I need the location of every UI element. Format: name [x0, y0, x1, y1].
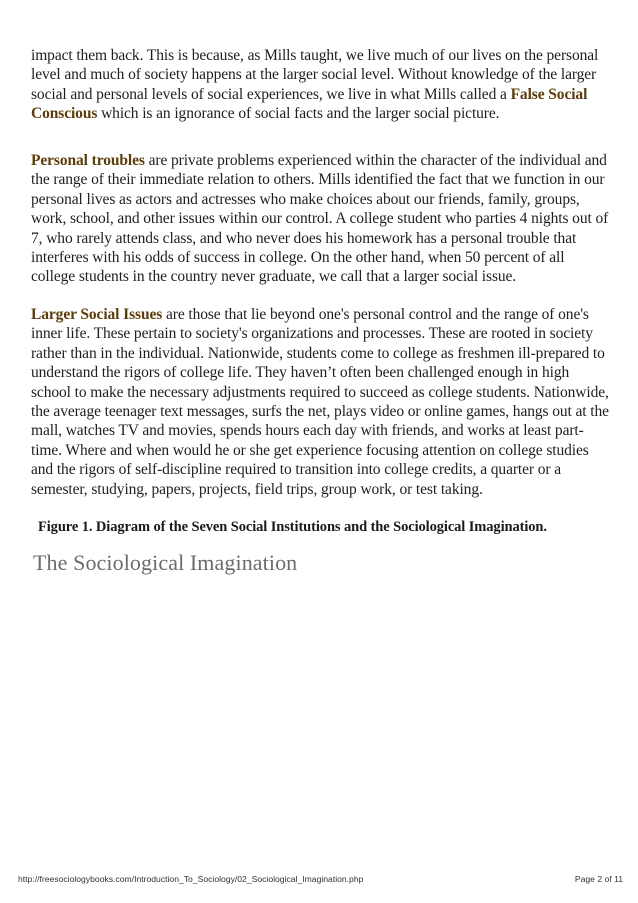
paragraph-false-social-conscious — [31, 46, 611, 124]
figure-caption: Figure 1. Diagram of the Seven Social Institutions and the Sociological Imagination. — [38, 519, 547, 535]
term-larger-social-issues: Larger Social Issues — [31, 306, 163, 323]
term-false-social-conscious: False Social Conscious — [31, 85, 588, 123]
paragraph-personal-troubles — [31, 151, 611, 287]
paragraph-larger-social-issues — [31, 305, 611, 499]
term-personal-troubles: Personal troubles — [31, 152, 145, 169]
footer-url: http://freesociologybooks.com/Introduction_To_Sociology/02_Sociological_Imagination.php — [18, 874, 364, 884]
paragraph-text: are those that lie beyond one's personal control and the range of one's inner life. These pertain to society's organizations and processes. These are rooted in society rather than in the individual. Nationwide, students come to college as freshmen ill-prepared to understand the rigors of college life. They haven’t often been challenged enough in high school to make the necessary adjustments required to succeed as college students. Nationwide, the average teenager text messages, surfs the net, plays video or online games, hangs out at the mall, watches TV and movies, spends hours each day with friends, and works at least part-time. Where and when would he or she get experience focusing attention on college studies and the rigors of self-discipline required to transition into college credits, a quarter or a semester, studying, papers, projects, field trips, group work, or test taking. — [31, 306, 609, 498]
page-number: Page 2 of 11 — [574, 874, 623, 884]
section-heading: The Sociological Imagination — [33, 550, 298, 575]
paragraph-text: which is an ignorance of social facts and the larger social picture. — [97, 105, 500, 123]
paragraph-text: are private problems experienced within the character of the individual and the range of their immediate relation to others. Mills identified the fact that we function in our personal lives as actors and actresses who make choices about our friends, family, groups, work, school, and other issues within our control. A college student who parties 4 nights out of 7, who rarely attends class, and who never does his homework has a personal trouble that interferes with his odds of success in college. On the other hand, when 50 percent of all college students in the country never graduate, we call that a larger social issue. — [31, 152, 609, 286]
paragraph-text: impact them back. This is because, as Mills taught, we live much of our lives on the personal level and much of society happens at the larger social level. Without knowledge of the larger social and personal levels of social experiences, we live in what Mills called a — [31, 47, 599, 103]
